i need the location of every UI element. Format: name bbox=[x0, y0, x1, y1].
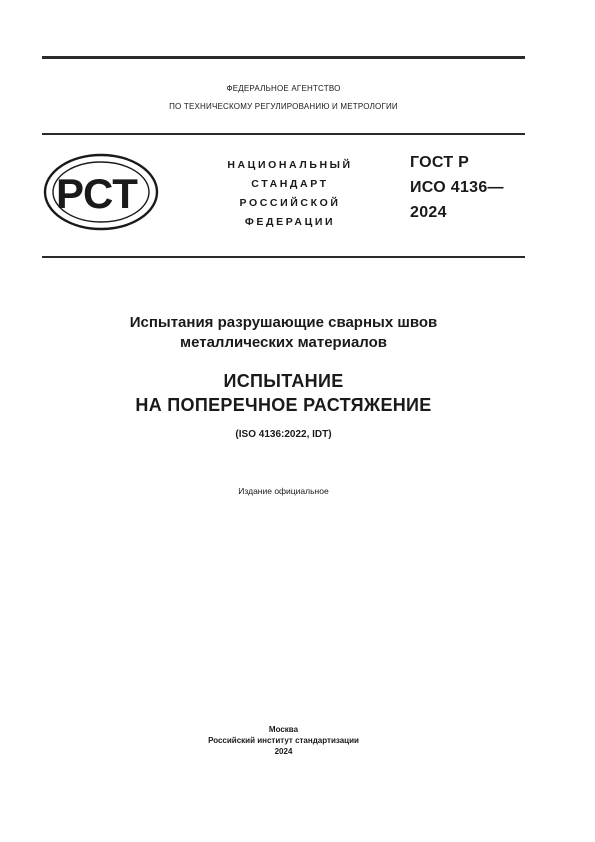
document-title bbox=[42, 369, 525, 417]
designation-line2: ИСО 4136— bbox=[410, 179, 504, 196]
standard-designation bbox=[410, 150, 504, 225]
publisher-imprint bbox=[42, 724, 525, 757]
top-rule bbox=[42, 56, 525, 59]
document-subtitle bbox=[42, 313, 525, 353]
subtitle-line1: Испытания разрушающие сварных швов bbox=[129, 314, 438, 331]
imprint-publisher: Российский институт стандартизации bbox=[208, 736, 359, 745]
logo-text: РСТ bbox=[56, 170, 138, 217]
national-standard-label bbox=[200, 156, 380, 232]
imprint-city: Москва bbox=[268, 725, 299, 734]
title-line1: ИСПЫТАНИЕ bbox=[223, 371, 344, 391]
designation-line3: 2024 bbox=[410, 204, 447, 221]
agency-name-line2: ПО ТЕХНИЧЕСКОМУ РЕГУЛИРОВАНИЮ И МЕТРОЛОГИИ bbox=[169, 102, 398, 111]
standard-line1: НАЦИОНАЛЬНЫЙ bbox=[227, 159, 353, 171]
agency-name-line1: ФЕДЕРАЛЬНОЕ АГЕНТСТВО bbox=[226, 84, 341, 93]
imprint-year: 2024 bbox=[274, 747, 293, 756]
standard-line4: ФЕДЕРАЦИИ bbox=[244, 216, 336, 228]
standard-line3: РОССИЙСКОЙ bbox=[239, 197, 341, 209]
header-rule bbox=[42, 133, 525, 135]
iso-reference: (ISO 4136:2022, IDT) bbox=[235, 429, 332, 440]
standard-line2: СТАНДАРТ bbox=[251, 178, 329, 190]
pst-mark-icon bbox=[42, 152, 160, 232]
designation-line1: ГОСТ Р bbox=[410, 154, 470, 171]
header-bottom-rule bbox=[42, 256, 525, 258]
official-edition-label: Издание официальное bbox=[238, 486, 329, 496]
subtitle-line2: металлических материалов bbox=[179, 334, 387, 351]
title-line2: НА ПОПЕРЕЧНОЕ РАСТЯЖЕНИЕ bbox=[135, 395, 432, 415]
